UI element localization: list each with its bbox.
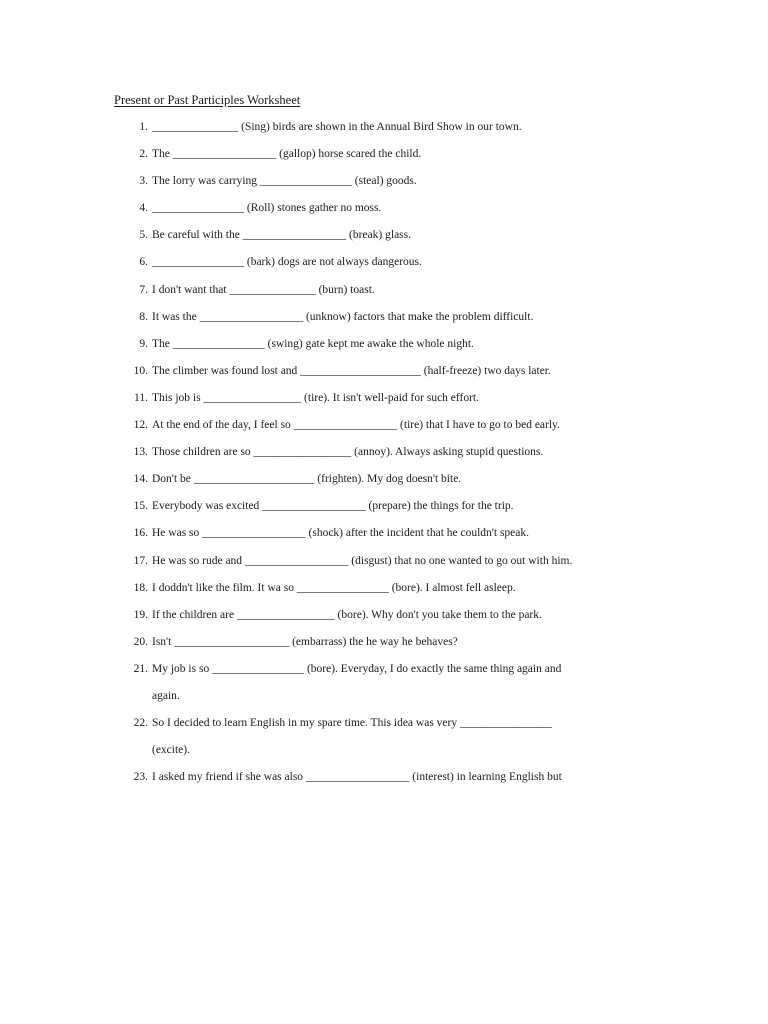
exercise-item <box>126 526 626 553</box>
item-number: 9. <box>139 337 148 350</box>
item-number: 15. <box>133 500 148 513</box>
item-text: The lorry was carrying ________________ (steal) goods. <box>152 175 417 188</box>
item-text: If the children are _________________ (bore). Why don't you take them to the park. <box>152 608 542 621</box>
item-text: I doddn't like the film. It wa so ________________ (bore). I almost fell asleep. <box>152 581 516 594</box>
exercise-item <box>126 228 626 255</box>
exercise-item <box>126 147 626 174</box>
exercise-item <box>126 391 626 418</box>
exercise-item <box>126 445 626 472</box>
exercise-list <box>126 120 626 797</box>
item-number: 4. <box>139 202 148 215</box>
exercise-item <box>126 499 626 526</box>
exercise-item <box>126 716 626 743</box>
item-text: Be careful with the __________________ (break) glass. <box>152 229 412 242</box>
exercise-item <box>126 364 626 391</box>
item-text: I don't want that _______________ (burn) toast. <box>152 283 375 296</box>
item-number: 8. <box>139 310 148 323</box>
exercise-item-continuation <box>126 743 626 770</box>
item-text: So I decided to learn English in my spare time. This idea was very ________________ <box>152 717 552 730</box>
exercise-item <box>126 310 626 337</box>
item-number: 6. <box>139 256 148 269</box>
exercise-item <box>126 120 626 147</box>
item-number: 14. <box>133 473 148 486</box>
item-text: My job is so ________________ (bore). Everyday, I do exactly the same thing again and <box>152 662 562 675</box>
item-number: 20. <box>133 635 148 648</box>
item-text: Isn't ____________________ (embarrass) the he way he behaves? <box>152 635 458 648</box>
item-text: He was so rude and __________________ (disgust) that no one wanted to go out with him. <box>152 554 573 567</box>
item-text: The __________________ (gallop) horse scared the child. <box>152 148 422 161</box>
item-number: 17. <box>133 554 148 567</box>
item-number: 3. <box>139 175 148 188</box>
item-number: 10. <box>133 364 148 377</box>
exercise-item <box>126 201 626 228</box>
item-number: 18. <box>133 581 148 594</box>
exercise-item <box>126 174 626 201</box>
item-number: 1. <box>139 121 148 133</box>
item-text: I asked my friend if she was also __________________ (interest) in learning English but <box>152 771 562 784</box>
item-text: He was so __________________ (shock) after the incident that he couldn't speak. <box>152 527 530 540</box>
item-text: ________________ (bark) dogs are not always dangerous. <box>152 256 422 269</box>
item-text: Don't be _____________________ (frighten). My dog doesn't bite. <box>152 473 462 486</box>
exercise-item <box>126 554 626 581</box>
item-text: This job is _________________ (tire). It isn't well-paid for such effort. <box>152 391 480 404</box>
item-text: _______________ (Sing) birds are shown in the Annual Bird Show in our town. <box>152 121 522 133</box>
exercise-item <box>126 581 626 608</box>
exercise-item <box>126 770 626 797</box>
exercise-item <box>126 635 626 662</box>
exercise-item <box>126 472 626 499</box>
item-text: Everybody was excited __________________ (prepare) the things for the trip. <box>152 500 514 513</box>
exercise-item <box>126 337 626 364</box>
exercise-item <box>126 255 626 282</box>
exercise-item <box>126 662 626 689</box>
item-text: The ________________ (swing) gate kept me awake the whole night. <box>152 337 474 350</box>
item-number: 16. <box>133 527 148 540</box>
item-text: again. <box>152 689 180 702</box>
item-number: 7. <box>139 283 148 296</box>
exercise-item <box>126 608 626 635</box>
worksheet-title: Present or Past Participles Worksheet <box>114 93 301 107</box>
item-number: 5. <box>139 229 148 242</box>
item-number: 13. <box>133 446 148 459</box>
item-text: Those children are so _________________ (annoy). Always asking stupid questions. <box>152 446 544 459</box>
item-text: (excite). <box>152 744 190 757</box>
item-number: 11. <box>134 391 148 404</box>
item-number: 21. <box>133 662 148 675</box>
item-number: 12. <box>133 419 148 432</box>
item-text: At the end of the day, I feel so __________________ (tire) that I have to go to bed early. <box>152 419 560 432</box>
exercise-item <box>126 283 626 310</box>
item-number: 22. <box>133 717 148 730</box>
item-number: 2. <box>139 148 148 161</box>
item-text: The climber was found lost and _____________________ (half-freeze) two days later. <box>152 364 551 377</box>
item-number: 23. <box>133 771 148 784</box>
exercise-item <box>126 418 626 445</box>
item-text: It was the __________________ (unknow) factors that make the problem difficult. <box>152 310 534 323</box>
exercise-item-continuation <box>126 689 626 716</box>
item-text: ________________ (Roll) stones gather no moss. <box>152 202 382 215</box>
item-number: 19. <box>133 608 148 621</box>
